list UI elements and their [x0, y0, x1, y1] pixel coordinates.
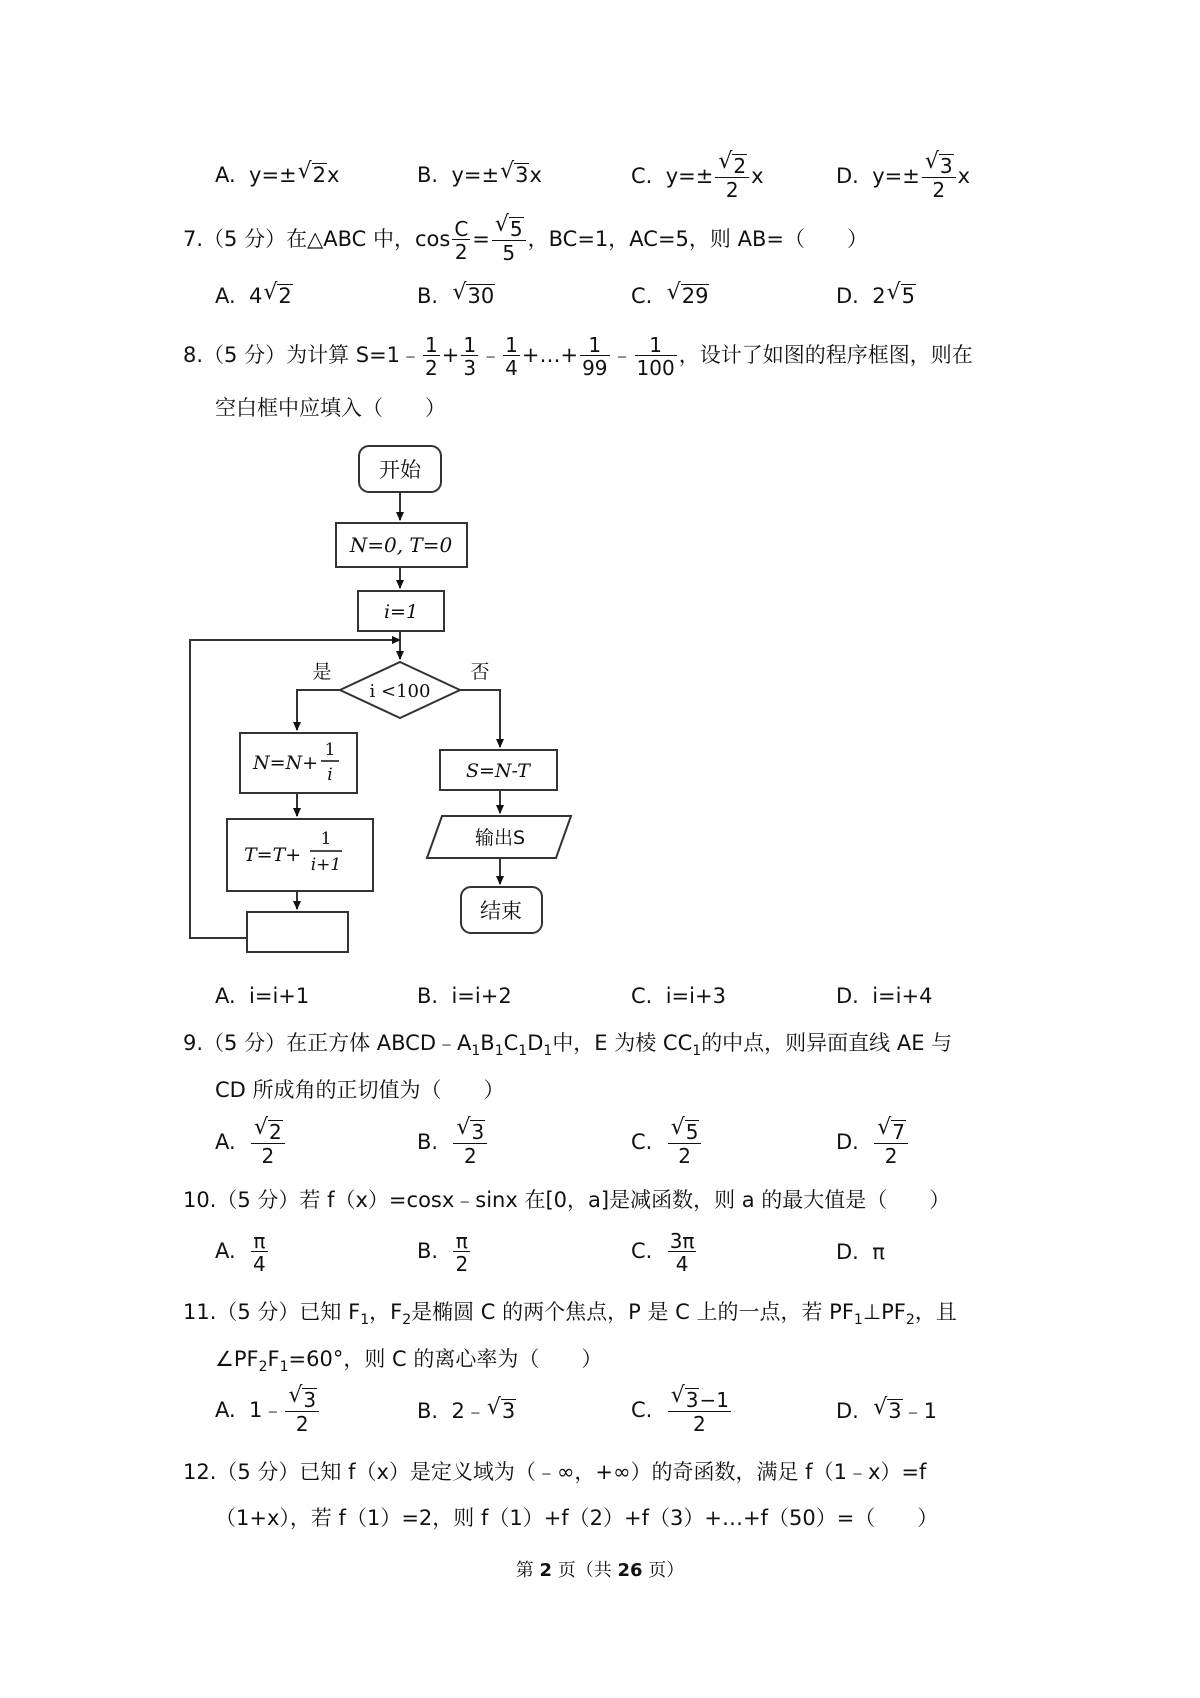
radical: √ 2	[263, 281, 292, 311]
q8-option-a: A. i=i+1	[215, 984, 310, 1008]
q11-option-a: A. 1﹣ √ $\frac{3}{2}$	[215, 1380, 321, 1440]
q6-option-c	[631, 146, 764, 206]
option-suffix: x	[327, 163, 340, 187]
q9-option-b: B. √ $\frac{3}{2}$	[417, 1112, 489, 1172]
q10-option-a: A. $\frac{\pi}{4}$	[215, 1228, 266, 1276]
flow-t-update-lhs: T=T+	[244, 844, 302, 866]
flow-t-update-num: 1	[320, 829, 332, 849]
q7-option-c: C. √ 29	[631, 281, 709, 311]
flow-t-update-den: i+1	[310, 855, 342, 875]
fraction-c-over-2: $\frac{C}{2}$	[454, 216, 469, 264]
flow-n-update-num: 1	[324, 740, 336, 760]
flow-end-label: 结束	[480, 899, 522, 923]
q11-stem-line2: $\angle PF_2F_1=60^\circ$，则 C 的离心率为（ ）	[215, 1347, 603, 1376]
q8-stem-line1: 8.（5 分）为计算 S=1﹣ $\frac{1}{2}$ + $\frac{1}{3}$ ﹣ $\frac{1}{4}$ +…+ $\frac{1}{99}$ ﹣ $\frac{1}{100}$ ，设计了如图的程序框图，则在	[183, 332, 973, 380]
q11-option-c: C. √ $\frac{3-1}{2}$	[631, 1380, 733, 1440]
q6-option-b	[417, 160, 542, 190]
q12-stem-line2: （1+x），若 f（1）=2，则 f（1）+f（2）+f（3）+…+f（50）=（ ）	[215, 1506, 939, 1530]
option-letter: D.	[836, 164, 859, 188]
option-prefix: y=±	[872, 164, 920, 188]
flow-init-label: N=0, T=0	[349, 533, 453, 557]
q9-option-a: A. √ $\frac{2}{2}$	[215, 1112, 287, 1172]
radical: √ 5	[887, 281, 916, 311]
q7-option-d: D. 2√ 5	[836, 281, 916, 311]
option-suffix: x	[957, 164, 971, 188]
q6-option-d	[836, 146, 970, 206]
q11-option-b: B. 2﹣√ 3	[417, 1396, 516, 1426]
option-suffix: x	[529, 163, 542, 187]
option-prefix: y=±	[249, 163, 297, 187]
option-suffix: x	[751, 164, 764, 188]
q9-option-c: C. √ $\frac{5}{2}$	[631, 1112, 703, 1172]
page-number: 2	[539, 1560, 552, 1581]
option-letter: B.	[417, 163, 439, 187]
q12-stem-line1: 12.（5 分）已知 f（x）是定义域为（﹣∞，+∞）的奇函数，满足 f（1﹣x）=f	[183, 1460, 927, 1484]
q10-option-d: D. π	[836, 1240, 885, 1264]
flow-no-label: 否	[470, 661, 490, 683]
q10-option-c: C. $\frac{3\pi}{4}$	[631, 1228, 695, 1276]
q11-option-d: D. √ 3﹣1	[836, 1396, 937, 1426]
q6-option-a	[215, 160, 339, 190]
flow-output-label: 输出S	[474, 827, 526, 849]
page-total: 26	[617, 1560, 643, 1581]
q8-stem-line2: 空白框中应填入（ ）	[215, 396, 446, 420]
radical: √ 2	[298, 160, 327, 190]
q7-option-a: A. 4√ 2	[215, 281, 293, 311]
radical: √ 3	[500, 160, 529, 190]
flow-yes-label: 是	[312, 661, 332, 683]
flow-n-update-den: i	[327, 765, 333, 785]
flow-condition-label: i <100	[369, 681, 431, 702]
q8-option-d: D. i=i+4	[836, 984, 933, 1008]
flow-blank-box	[247, 912, 348, 952]
q11-stem-line1: 11.（5 分）已知 $F_1$，$F_2$是椭圆 C 的两个焦点，P 是 C 上的一点，若 $PF_1\perp PF_2$，且	[183, 1300, 957, 1329]
q10-option-b: B. $\frac{\pi}{2}$	[417, 1228, 469, 1276]
option-prefix: y=±	[451, 163, 500, 187]
q9-option-d: D. √ $\frac{7}{2}$	[836, 1112, 910, 1172]
fraction: √ $\frac{3}{2}$	[922, 154, 956, 200]
radical: √ 29	[667, 281, 710, 311]
flowchart	[180, 440, 580, 960]
option-letter: C.	[631, 164, 653, 188]
q8-option-c: C. i=i+3	[631, 984, 726, 1008]
flow-n-update-lhs: N=N+	[253, 752, 319, 774]
option-prefix: y=±	[665, 164, 714, 188]
fraction: √ $\frac{2}{2}$	[715, 154, 749, 200]
q7-stem: 7.（5 分）在△ABC 中，cos $\frac{C}{2}$ = √ $\frac{5}{5}$ ，BC=1，AC=5，则 AB=（ ）	[183, 209, 868, 269]
fraction-sqrt5-over-5: √ $\frac{5}{5}$	[492, 217, 526, 263]
page-footer: 第 2 页（共 26 页）	[515, 1560, 685, 1581]
q7-option-b: B. √ 30	[417, 281, 495, 311]
radical: √ 30	[452, 281, 495, 311]
q9-stem-line2: CD 所成角的正切值为（ ）	[215, 1078, 505, 1102]
flow-iinit-label: i=1	[383, 601, 419, 623]
q10-stem: 10.（5 分）若 f（x）=cosx﹣sinx 在[0，a]是减函数，则 a 的最大值是（ ）	[183, 1188, 951, 1212]
flow-s-calc-label: S=N-T	[466, 760, 530, 782]
option-letter: A.	[215, 163, 236, 187]
flow-start-label: 开始	[379, 458, 421, 482]
q8-option-b: B. i=i+2	[417, 984, 512, 1008]
q9-stem-line1: 9.（5 分）在正方体 $ABCD﹣A_1B_1C_1D_1$中，E 为棱 $CC_1$的中点，则异面直线 AE 与	[183, 1031, 953, 1060]
